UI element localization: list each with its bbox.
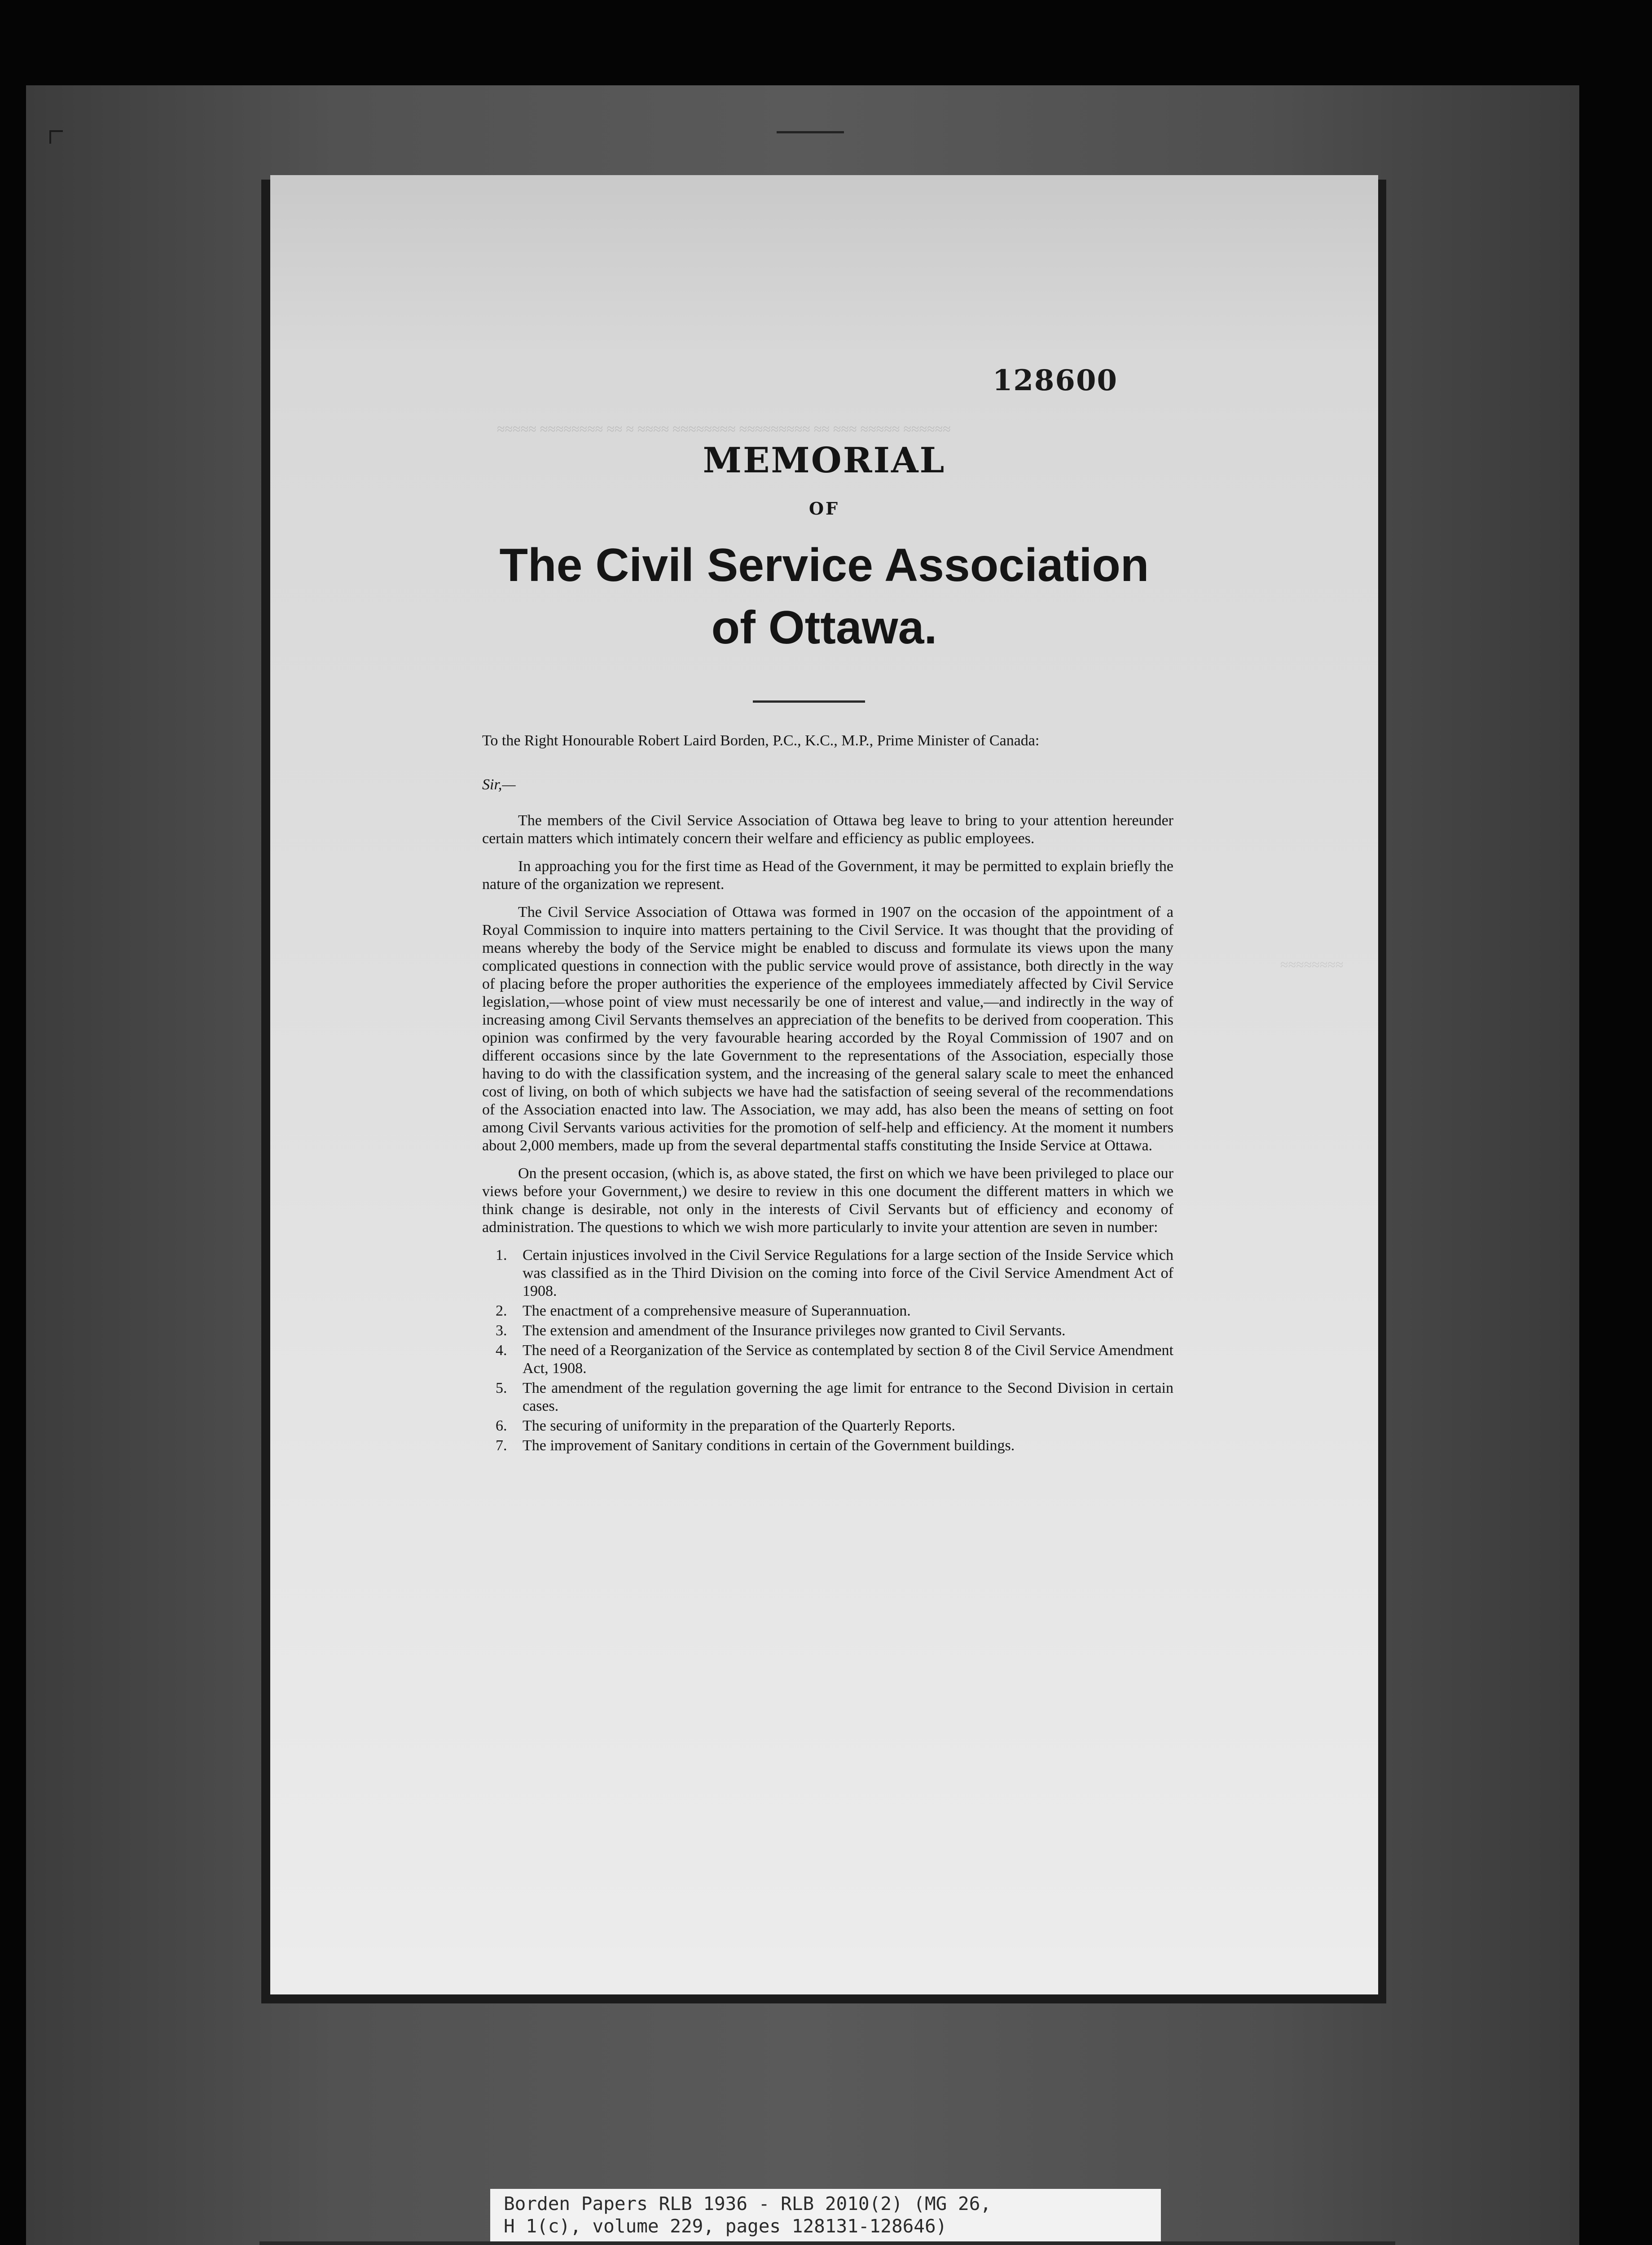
- list-item-text: The enactment of a comprehensive measure of Superannuation.: [523, 1303, 911, 1319]
- list-item: [482, 1302, 1173, 1320]
- title-line-1: The Civil Service Association: [499, 539, 1149, 591]
- list-item-number: 6.: [496, 1417, 507, 1434]
- document-title: [270, 534, 1378, 660]
- salutation: Sir,—: [482, 776, 516, 793]
- list-item: [482, 1246, 1173, 1300]
- memorial-page: [270, 175, 1378, 1994]
- list-item: [482, 1322, 1173, 1340]
- paragraph: In approaching you for the first time as Head of the Government, it may be permitted to explain briefly the nature of the organization we represent.: [482, 858, 1173, 893]
- list-item-number: 4.: [496, 1342, 507, 1359]
- list-item-number: 2.: [496, 1303, 507, 1319]
- addressee: To the Right Honourable Robert Laird Borden, P.C., K.C., M.P., Prime Minister of Canada:: [482, 732, 1040, 749]
- list-item-number: 3.: [496, 1322, 507, 1339]
- list-item-text: The amendment of the regulation governing the age limit for entrance to the Second Division in certain cases.: [523, 1380, 1173, 1414]
- list-item: [482, 1379, 1173, 1415]
- list-item-text: The securing of uniformity in the preparation of the Quarterly Reports.: [523, 1417, 955, 1434]
- list-item-number: 5.: [496, 1380, 507, 1396]
- list-item-number: 1.: [496, 1247, 507, 1263]
- list-item-text: The extension and amendment of the Insurance privileges now granted to Civil Servants.: [523, 1322, 1066, 1339]
- paragraph: On the present occasion, (which is, as above stated, the first on which we have been privileged to place our views before your Government,) we desire to review in this one document the different matters in which we think change is desirable, not only in the interests of Civil Servants but of efficiency and economy of administration. The questions to which we wish more particularly to invite your attention are seven in number:: [482, 1165, 1173, 1236]
- stamp-backing: [259, 2241, 1395, 2245]
- bleed-through-text: ≈≈≈≈≈≈≈≈: [1280, 956, 1344, 973]
- archive-reference-line-1: Borden Papers RLB 1936 - RLB 2010(2) (MG 26,: [504, 2193, 992, 2214]
- title-line-2: of Ottawa.: [711, 602, 937, 654]
- list-item-text: The improvement of Sanitary conditions in certain of the Government buildings.: [523, 1437, 1015, 1454]
- list-item: [482, 1437, 1173, 1455]
- list-item-text: Certain injustices involved in the Civil Service Regulations for a large section of the Inside Service which was classified as in the Third Division on the coming into force of the Civil Service Amendment Act of 1908.: [523, 1247, 1173, 1299]
- page-number: 128600: [992, 364, 1118, 397]
- title-rule: [753, 700, 865, 703]
- heading-connector: OF: [808, 498, 840, 519]
- frame-top-mark: [777, 131, 844, 133]
- bleed-through-text: ≈≈≈≈≈ ≈≈≈≈≈≈≈≈ ≈≈ ≈ ≈≈≈≈ ≈≈≈≈≈≈≈≈ ≈≈≈≈≈≈≈≈≈ ≈≈ ≈≈≈ ≈≈≈≈≈ ≈≈≈≈≈≈: [497, 421, 951, 437]
- frame-corner-mark: [49, 130, 63, 144]
- list-item: [482, 1417, 1173, 1435]
- list-item-text: The need of a Reorganization of the Service as contemplated by section 8 of the Civil Service Amendment Act, 1908.: [523, 1342, 1173, 1377]
- document-body: [482, 732, 1173, 1457]
- document-heading: MEMORIAL: [703, 440, 946, 481]
- paragraph: The Civil Service Association of Ottawa was formed in 1907 on the occasion of the appointment of a Royal Commission to inquire into matters pertaining to the Civil Service. It was thought that the providing of means whereby the body of the Service might be enabled to discuss and formulate its views upon the many complicated questions in connection with the public service would prove of assistance, both directly in the way of placing before the proper authorities the experience of the employees immediately affected by Civil Service legislation,—whose point of view must necessarily be one of interest and value,—and indirectly in the way of increasing among Civil Servants themselves an appreciation of the benefits to be derived from cooperation. This opinion was confirmed by the very favourable hearing accorded by the Royal Commission of 1907 and on different occasions since by the late Government to the representations of the Association, especially those having to do with the classification system, and the increasing of the general salary scale to meet the enhanced cost of living, on both of which subjects we have had the satisfaction of seeing several of the recommendations of the Association enacted into law. The Association, we may add, has also been the means of setting on foot among Civil Servants various activities for the promotion of self-help and efficiency. At the moment it numbers about 2,000 members, made up from the several departmental staffs constituting the Inside Service at Ottawa.: [482, 904, 1173, 1154]
- paragraph: The members of the Civil Service Association of Ottawa beg leave to bring to your attention hereunder certain matters which intimately concern their welfare and efficiency as public employees.: [482, 812, 1173, 847]
- list-item-number: 7.: [496, 1437, 507, 1454]
- archive-reference-label: [490, 2189, 1161, 2243]
- questions-list: [482, 1246, 1173, 1455]
- archive-reference-line-2: H 1(c), volume 229, pages 128131-128646): [504, 2215, 947, 2237]
- list-item: [482, 1342, 1173, 1378]
